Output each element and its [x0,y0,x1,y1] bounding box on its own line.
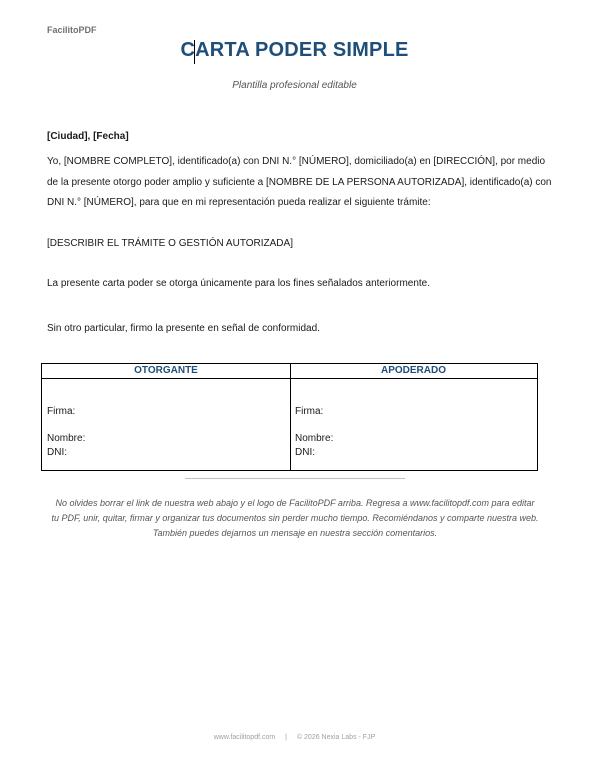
editor-note-line: tu PDF, unir, quitar, firmar y organizar tus documentos sin perder mucho tiempo. Recomiéndanos y comparte nuestra web. [51,513,539,523]
body-paragraph-line[interactable]: DNI N.° [NÚMERO], para que en mi representación pueda realizar el siguiente trámite: [47,197,431,208]
body-paragraph-line[interactable]: Yo, [NOMBRE COMPLETO], identificado(a) con DNI N.° [NÚMERO], domiciliado(a) en [DIRECCIÓN], por medio [47,156,546,167]
purpose-paragraph[interactable]: La presente carta poder se otorga únicamente para los fines señalados anteriormente. [47,278,431,289]
footer-copyright: © 2026 Nexia Labs - FJP [296,734,376,741]
document-title[interactable]: CARTA PODER SIMPLE [180,39,409,61]
attorney-name-field[interactable]: Nombre: [295,433,334,444]
attorney-dni-field[interactable]: DNI: [295,447,315,458]
brand-logo-text: FacilitoPDF [47,25,97,35]
attorney-header[interactable]: APODERADO [290,364,537,379]
body-paragraph-line[interactable]: de la presente otorgo poder amplio y suficiente a [NOMBRE DE LA PERSONA AUTORIZADA], identificado(a) con [47,177,552,188]
footer-separator: | [285,734,287,741]
footer-site-link[interactable]: www.facilitopdf.com [213,734,276,741]
editor-note-line: No olvides borrar el link de nuestra web abajo y el logo de FacilitoPDF arriba. Regresa a www.facilitopdf.com para editar [55,498,535,508]
attorney-signature-field[interactable]: Firma: [295,406,324,417]
grantor-column [42,364,291,470]
attorney-column [290,364,537,470]
page-footer [0,734,589,741]
editor-note[interactable] [40,496,550,541]
grantor-dni-field[interactable]: DNI: [47,447,67,458]
editor-note-line: También puedes dejarnos un mensaje en nuestra sección comentarios. [152,528,438,538]
document-subtitle[interactable]: Plantilla profesional editable [232,80,357,91]
signature-table [41,363,538,471]
grantor-signature-field[interactable]: Firma: [47,406,76,417]
grantor-name-field[interactable]: Nombre: [47,433,86,444]
divider-line [185,478,405,479]
closing-paragraph[interactable]: Sin otro particular, firmo la presente en señal de conformidad. [47,323,320,334]
procedure-placeholder[interactable]: [DESCRIBIR EL TRÁMITE O GESTIÓN AUTORIZADA] [47,238,293,249]
city-date-line[interactable]: [Ciudad], [Fecha] [47,131,129,142]
grantor-header[interactable]: OTORGANTE [42,364,290,379]
